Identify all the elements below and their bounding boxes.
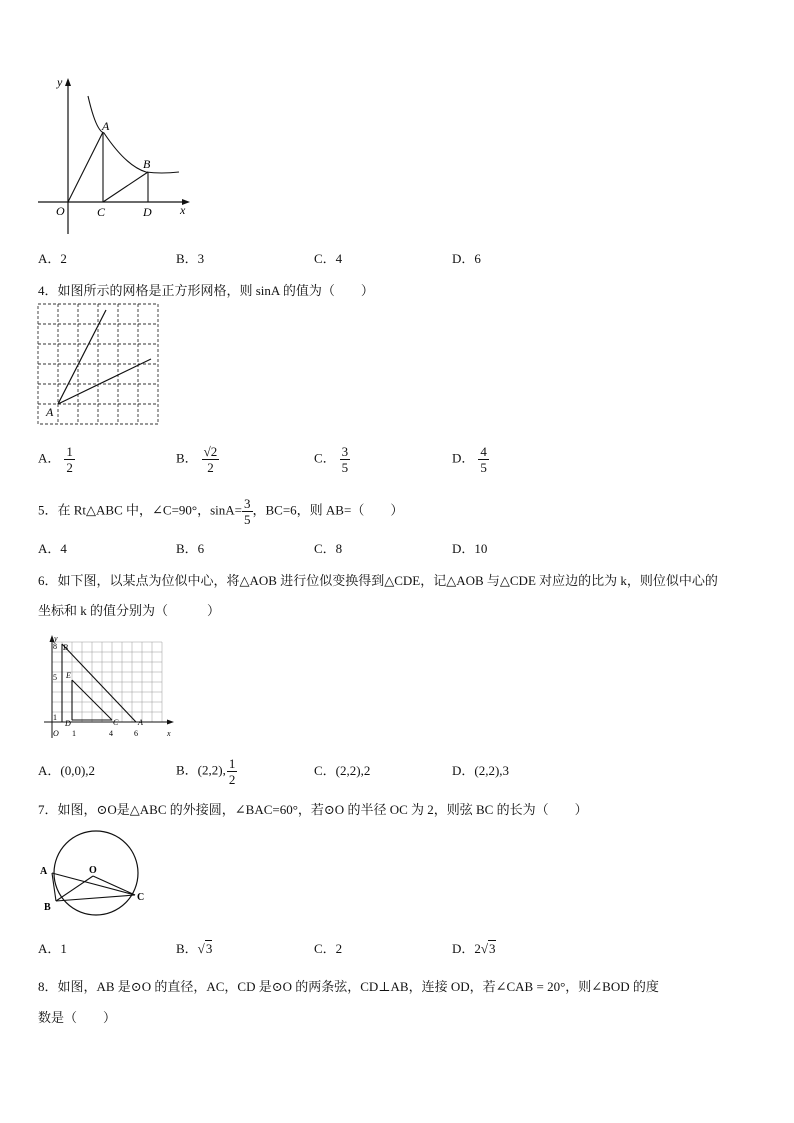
tick-6: 6 bbox=[134, 729, 138, 738]
denominator: 2 bbox=[207, 460, 214, 475]
q6-option-a[interactable]: A．(0,0),2 bbox=[38, 763, 96, 778]
sqrt-radicand: 3 bbox=[205, 941, 213, 956]
fraction bbox=[227, 756, 238, 787]
q6-option-c[interactable]: C．(2,2),2 bbox=[314, 763, 371, 778]
label-c: C bbox=[137, 892, 145, 903]
q5-text bbox=[38, 496, 403, 527]
tick-8: 8 bbox=[53, 642, 57, 651]
q6-option-d[interactable]: D．(2,2),3 bbox=[452, 763, 510, 778]
sqrt-radicand: 3 bbox=[489, 941, 496, 956]
q4-grid-figure bbox=[36, 302, 160, 426]
q8-text-line2: 数是（ ） bbox=[38, 1010, 117, 1025]
q3-option-a[interactable]: A．2 bbox=[38, 251, 67, 266]
q5-option-d[interactable]: D．10 bbox=[452, 541, 488, 556]
numerator: 4 bbox=[480, 444, 487, 459]
segment-ob bbox=[56, 876, 93, 901]
fraction bbox=[340, 444, 351, 475]
q8-text-line1: 8．如图，AB 是⊙O 的直径，AC，CD 是⊙O 的两条弦，CD⊥AB，连接 OD，若∠CAB = 20°，则∠BOD 的度 bbox=[38, 979, 659, 994]
y-axis-arrow bbox=[65, 78, 71, 86]
q6-option-b-text: B．(2,2), bbox=[176, 762, 226, 778]
denominator: 5 bbox=[341, 460, 349, 475]
tick-1-y: 1 bbox=[53, 713, 57, 722]
label-c: C bbox=[97, 205, 106, 219]
q5-option-b[interactable]: B．6 bbox=[176, 541, 205, 556]
q6-figure bbox=[40, 632, 178, 742]
label-a: A bbox=[138, 718, 143, 727]
fraction bbox=[478, 444, 489, 475]
q7-text: 7．如图，⊙O是△ABC 的外接圆，∠BAC=60°，若⊙O 的半径 OC 为 2，则弦 BC 的长为（ ） bbox=[38, 802, 588, 817]
q4-option-d-letter: D． bbox=[452, 450, 475, 466]
tick-1-x: 1 bbox=[72, 729, 76, 738]
q3-option-c[interactable]: C．4 bbox=[314, 251, 343, 266]
label-o: O bbox=[56, 204, 65, 218]
q5-fraction bbox=[242, 496, 253, 527]
q7-option-d-text: D．2 bbox=[452, 941, 481, 956]
q5-option-a[interactable]: A．4 bbox=[38, 541, 67, 556]
label-a: A bbox=[40, 866, 48, 877]
q4-options bbox=[38, 444, 598, 474]
label-e: E bbox=[66, 671, 71, 680]
fraction bbox=[64, 444, 75, 475]
q4-option-c-letter: C． bbox=[314, 450, 336, 466]
label-d: D bbox=[65, 719, 71, 728]
q7-options bbox=[38, 940, 598, 970]
q4-option-a-letter: A． bbox=[38, 450, 61, 466]
x-axis-arrow bbox=[167, 720, 174, 725]
denominator: 5 bbox=[244, 512, 251, 527]
q4-option-b[interactable] bbox=[176, 444, 219, 475]
q4-text: 4．如图所示的网格是正方形网格，则 sinA 的值为（ ） bbox=[38, 283, 374, 298]
segment-ba bbox=[62, 644, 136, 722]
q4-option-b-letter: B． bbox=[176, 450, 198, 466]
numerator: √2 bbox=[203, 444, 218, 459]
tick-4: 4 bbox=[109, 729, 113, 738]
q6-text-line1: 6．如下图，以某点为位似中心，将△AOB 进行位似变换得到△CDE，记△AOB 与△CDE 对应边的比为 k，则位似中心的 bbox=[38, 573, 718, 588]
q7-option-c[interactable]: C．2 bbox=[314, 941, 343, 956]
q6-text-line2: 坐标和 k 的值分别为（ ） bbox=[38, 603, 221, 618]
q5-option-c[interactable]: C．8 bbox=[314, 541, 343, 556]
label-b: B bbox=[143, 157, 151, 171]
denominator: 5 bbox=[480, 460, 487, 475]
q7-option-b-letter: B． bbox=[176, 941, 198, 956]
label-y: y bbox=[54, 634, 58, 643]
segment-cb bbox=[103, 172, 148, 202]
q3-option-b[interactable]: B．3 bbox=[176, 251, 205, 266]
label-a: A bbox=[102, 119, 110, 133]
ray-shallow bbox=[58, 359, 151, 404]
q5-text-before: 5．在 Rt△ABC 中，∠C=90°，sinA= bbox=[38, 502, 242, 518]
label-y: y bbox=[57, 76, 63, 89]
q7-option-d[interactable]: D．2√3 bbox=[452, 941, 496, 956]
numerator: 1 bbox=[66, 444, 73, 459]
label-o: O bbox=[89, 865, 97, 876]
q7-circle-figure bbox=[38, 828, 152, 918]
label-x: x bbox=[167, 729, 171, 738]
q7-option-a[interactable]: A．1 bbox=[38, 941, 67, 956]
q5-text-after: ，BC=6，则 AB=（ ） bbox=[252, 502, 404, 518]
label-a: A bbox=[46, 405, 54, 419]
q3-option-d[interactable]: D．6 bbox=[452, 251, 481, 266]
segment-bc bbox=[56, 895, 135, 901]
label-o: O bbox=[53, 729, 59, 738]
tick-5: 5 bbox=[53, 673, 57, 682]
q6-options bbox=[38, 756, 598, 792]
fraction bbox=[202, 444, 220, 475]
q7-option-b[interactable]: B．√3 bbox=[176, 941, 213, 956]
segment-oa bbox=[68, 132, 103, 202]
q3-figure bbox=[36, 76, 196, 238]
q6-option-b[interactable] bbox=[176, 756, 237, 787]
numerator: 3 bbox=[341, 444, 349, 459]
label-b: B bbox=[44, 902, 51, 913]
numerator: 1 bbox=[228, 756, 236, 771]
label-b: B bbox=[63, 643, 68, 652]
label-d: D bbox=[143, 205, 152, 219]
label-x: x bbox=[180, 203, 186, 217]
q4-option-d[interactable] bbox=[452, 444, 489, 475]
q3-options bbox=[38, 250, 598, 280]
q5-options bbox=[38, 540, 598, 570]
denominator: 2 bbox=[228, 772, 236, 787]
q4-option-a[interactable] bbox=[38, 444, 75, 475]
denominator: 2 bbox=[66, 460, 73, 475]
q4-option-c[interactable] bbox=[314, 444, 350, 475]
label-c: C bbox=[113, 718, 119, 727]
numerator: 3 bbox=[244, 496, 251, 511]
